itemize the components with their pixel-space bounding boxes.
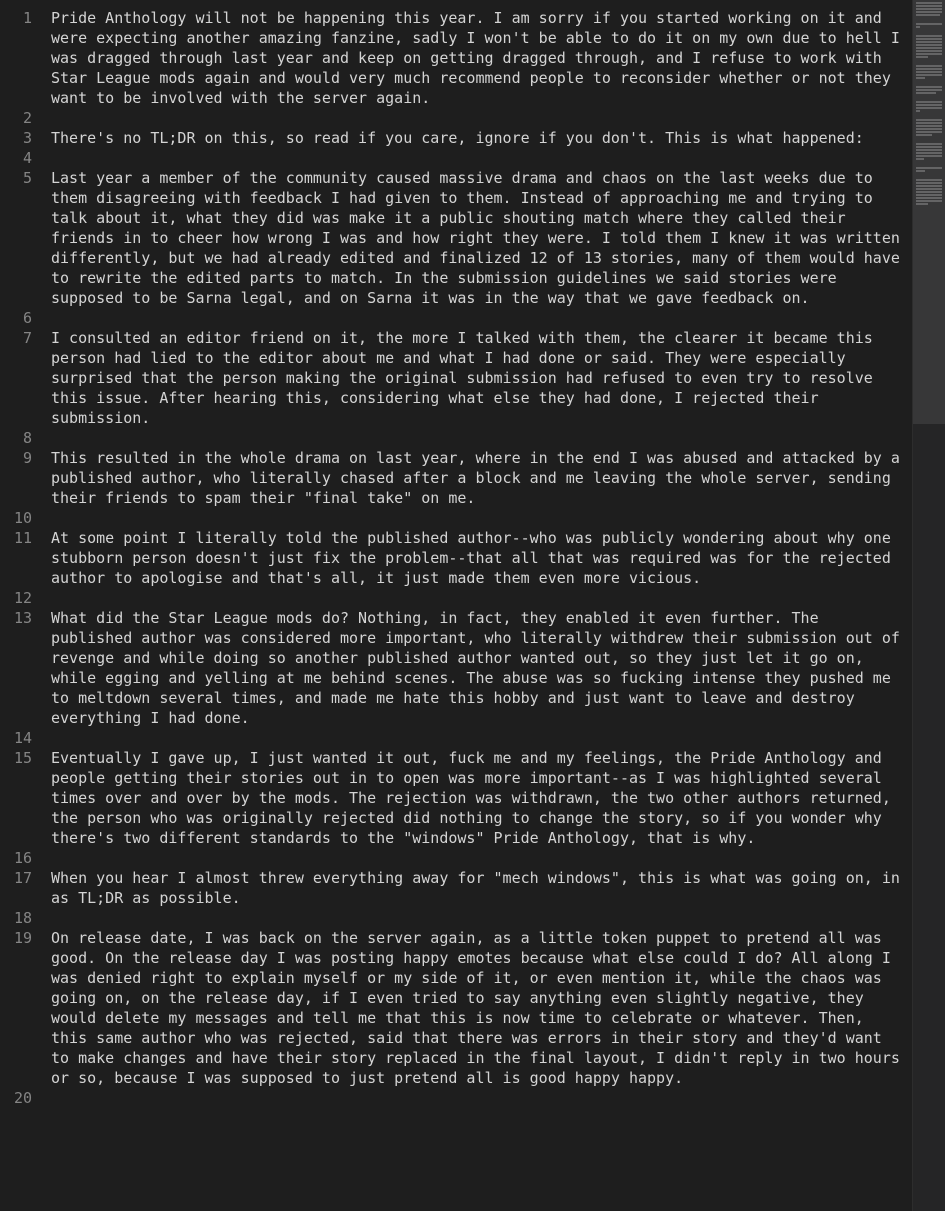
- minimap-line: [916, 179, 942, 181]
- minimap-line: [916, 2, 942, 4]
- line-number: 11: [13, 529, 32, 547]
- minimap-line: [916, 5, 942, 7]
- minimap-line: [916, 68, 942, 70]
- line-number: 13: [13, 609, 32, 627]
- minimap-slider[interactable]: [913, 0, 945, 424]
- minimap-line: [916, 182, 942, 184]
- minimap-line: [916, 155, 942, 157]
- editor-line[interactable]: [0, 928, 912, 1088]
- minimap-line: [916, 200, 942, 202]
- minimap-line: [916, 170, 925, 172]
- minimap-line: [916, 71, 942, 73]
- editor-line[interactable]: [0, 508, 912, 528]
- line-text[interactable]: At some point I literally told the published author--who was publicly wondering about why one stubborn person doesn't just fix the problem--that all that was required was for the rejected author to apologise and that's all, it just made them even more vicious.: [51, 529, 900, 587]
- line-text[interactable]: [51, 588, 903, 608]
- minimap-line: [916, 35, 942, 37]
- line-number: 18: [13, 909, 32, 927]
- minimap-line: [916, 107, 942, 109]
- editor-line[interactable]: [0, 148, 912, 168]
- editor-line[interactable]: [0, 108, 912, 128]
- line-text[interactable]: When you hear I almost threw everything away for "mech windows", this is what was going on, in as TL;DR as possible.: [51, 869, 909, 907]
- line-text[interactable]: [51, 508, 903, 528]
- minimap-line: [916, 65, 942, 67]
- minimap-line: [916, 41, 942, 43]
- line-number: 5: [22, 169, 32, 187]
- minimap-line: [916, 26, 920, 28]
- line-text[interactable]: [51, 428, 903, 448]
- minimap-line: [916, 74, 942, 76]
- line-number: 4: [22, 149, 32, 167]
- minimap-line: [916, 167, 942, 169]
- minimap-line: [916, 119, 942, 121]
- minimap-line: [916, 14, 940, 16]
- minimap-line: [916, 77, 925, 79]
- minimap-line: [916, 128, 942, 130]
- editor-line[interactable]: [0, 128, 912, 148]
- minimap-line: [916, 11, 942, 13]
- minimap-line: [916, 38, 942, 40]
- editor-line[interactable]: [0, 8, 912, 108]
- minimap-line: [916, 86, 942, 88]
- editor-line[interactable]: [0, 448, 912, 508]
- minimap-line: [916, 44, 942, 46]
- minimap-line: [916, 131, 942, 133]
- editor-line[interactable]: [0, 1088, 912, 1108]
- line-text[interactable]: [51, 848, 903, 868]
- editor-line[interactable]: [0, 848, 912, 868]
- editor-lines[interactable]: [0, 8, 912, 1108]
- line-number: 20: [13, 1089, 32, 1107]
- line-number: 1: [22, 9, 32, 27]
- minimap-line: [916, 50, 942, 52]
- minimap[interactable]: [912, 0, 945, 1211]
- minimap-line: [916, 47, 942, 49]
- editor-line[interactable]: [0, 608, 912, 728]
- line-number: 19: [13, 929, 32, 947]
- editor-line[interactable]: [0, 748, 912, 848]
- minimap-line: [916, 101, 942, 103]
- editor-line[interactable]: [0, 328, 912, 428]
- minimap-line: [916, 197, 942, 199]
- minimap-line: [916, 146, 942, 148]
- line-text[interactable]: Eventually I gave up, I just wanted it out, fuck me and my feelings, the Pride Anthology and people getting their stories out in to open was more important--as I was highlighted several times over and over by the mods. The rejection was withdrawn, the two other authors returned, the person who was originally rejected did nothing to change the story, so if you wonder why there's two different standards to the "windows" Pride Anthology, that is why.: [51, 749, 900, 847]
- minimap-line: [916, 104, 942, 106]
- minimap-line: [916, 125, 942, 127]
- line-number: 10: [13, 509, 32, 527]
- editor-line[interactable]: [0, 588, 912, 608]
- line-text[interactable]: On release date, I was back on the server again, as a little token puppet to pretend all was good. On the release day I was posting happy emotes because what else could I do? All along I was denied right to explain myself or my side of it, or even mention it, while the chaos was going on, on the release day, if I even tried to say anything even slightly negative, they would delete my messages and tell me that this is now time to celebrate or whatever. Then, this same author who was rejected, said that there was errors in their story and they'd want to make changes and have their story replaced in the final layout, I didn't reply in two hours or so, because I was supposed to just pretend all is good happy happy.: [51, 929, 909, 1087]
- line-text[interactable]: [51, 308, 903, 328]
- line-text[interactable]: What did the Star League mods do? Nothing, in fact, they enabled it even further. The published author was considered more important, who literally withdrew their submission out of revenge and while doing so another published author wanted out, so they just let it go on, while egging and yelling at me behind scenes. The abuse was so fucking intense they pushed me to meltdown several times, and made me hate this hobby and just want to leave and destroy everything I had done.: [51, 609, 909, 727]
- minimap-line: [916, 110, 920, 112]
- minimap-line: [916, 149, 942, 151]
- minimap-line: [916, 185, 942, 187]
- minimap-line: [916, 203, 928, 205]
- minimap-line: [916, 158, 924, 160]
- editor-line[interactable]: [0, 728, 912, 748]
- line-text[interactable]: [51, 108, 903, 128]
- line-text[interactable]: [51, 728, 903, 748]
- line-number: 15: [13, 749, 32, 767]
- minimap-line: [916, 23, 942, 25]
- line-text[interactable]: Last year a member of the community caused massive drama and chaos on the last weeks due to them disagreeing with feedback I had given to them. Instead of approaching me and trying to talk about it, what they did was make it a public shouting match where they called their friends in to cheer how wrong I was and how right they were. I told them I knew it was written differently, but we had already edited and finalized 12 of 13 stories, many of them would have to rewrite the edited parts to match. In the submission guidelines we said stories were supposed to be Sarna legal, and on Sarna it was in the way that we gave feedback on.: [51, 169, 909, 307]
- minimap-line: [916, 122, 942, 124]
- editor-line[interactable]: [0, 908, 912, 928]
- line-text[interactable]: Pride Anthology will not be happening this year. I am sorry if you started working on it and were expecting another amazing fanzine, sadly I won't be able to do it on my own due to hell I was dragged through last year and keep on getting dragged through, and I refuse to work with Star League mods again and would very much recommend people to reconsider whether or not they want to be involved with the server again.: [51, 9, 909, 107]
- editor-line[interactable]: [0, 168, 912, 308]
- line-text[interactable]: I consulted an editor friend on it, the more I talked with them, the clearer it became this person had lied to the editor about me and what I had done or said. They were especially surprised that the person making the original submission had refused to even try to resolve this issue. After hearing this, considering what else they had done, I rejected their submission.: [51, 329, 882, 427]
- line-number: 8: [22, 429, 32, 447]
- line-number: 16: [13, 849, 32, 867]
- editor-line[interactable]: [0, 868, 912, 908]
- line-text[interactable]: There's no TL;DR on this, so read if you care, ignore if you don't. This is what happened:: [51, 129, 864, 147]
- line-number: 12: [13, 589, 32, 607]
- minimap-line: [916, 56, 928, 58]
- minimap-line: [916, 191, 942, 193]
- line-number: 9: [22, 449, 32, 467]
- line-number: 17: [13, 869, 32, 887]
- line-text[interactable]: [51, 1088, 903, 1108]
- minimap-line: [916, 143, 942, 145]
- line-number: 14: [13, 729, 32, 747]
- minimap-line: [916, 188, 942, 190]
- minimap-line: [916, 8, 942, 10]
- editor-line[interactable]: [0, 528, 912, 588]
- minimap-line: [916, 134, 932, 136]
- line-text[interactable]: [51, 148, 903, 168]
- line-number: 6: [22, 309, 32, 327]
- minimap-line: [916, 194, 942, 196]
- minimap-line: [916, 89, 942, 91]
- minimap-line: [916, 152, 942, 154]
- line-number: 7: [22, 329, 32, 347]
- line-text[interactable]: This resulted in the whole drama on last year, where in the end I was abused and attacked by a published author, who literally chased after a block and me leaving the whole server, sending their friends to spam their "final take" on me.: [51, 449, 909, 507]
- minimap-line: [916, 92, 936, 94]
- editor-line[interactable]: [0, 428, 912, 448]
- editor-line[interactable]: [0, 308, 912, 328]
- line-number: 2: [22, 109, 32, 127]
- line-number: 3: [22, 129, 32, 147]
- line-text[interactable]: [51, 908, 903, 928]
- minimap-line: [916, 53, 942, 55]
